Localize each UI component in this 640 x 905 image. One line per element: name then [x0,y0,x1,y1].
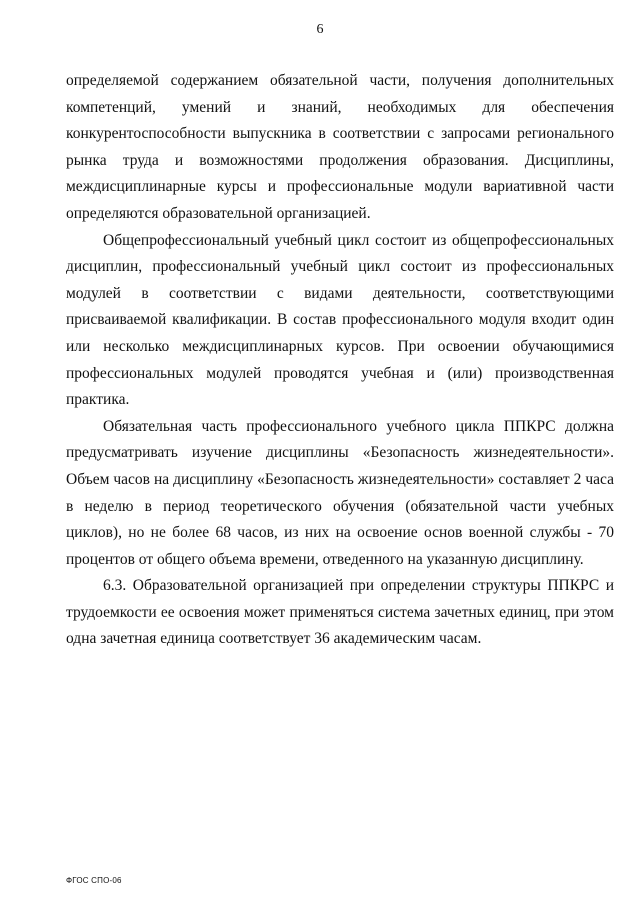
paragraph-life-safety: Обязательная часть профессионального учебного цикла ППКРС должна предусматривать изучение дисциплины «Безопасность жизнедеятельности». Объем часов на дисциплину «Безопасность жизнедеятельности» составляет 2 часа в неделю в период теоретического обучения (обязательной части учебных циклов), но не более 68 часов, из них на освоение основ военной службы - 70 процентов от общего объема времени, отведенного на указанную дисциплину. [66,417,614,568]
paragraph-section-6-3: 6.3. Образовательной организацией при определении структуры ППКРС и трудоемкости ее освоения может применяться система зачетных единиц, при этом одна зачетная единица соответствует 36 академическим часам. [66,577,614,648]
document-body [66,68,614,653]
page-number: 6 [316,22,324,37]
document-footer: ФГОС СПО-06 [66,876,122,885]
paragraph-continuation: определяемой содержанием обязательной части, получения дополнительных компетенций, умений и знаний, необходимых для обеспечения конкурентоспособности выпускника в соответствии с запросами регионального рынка труда и возможностями продолжения образования. Дисциплины, междисциплинарные курсы и профессиональные модули вариативной части определяются образовательной организацией. [66,72,614,222]
paragraph-professional-cycle: Общепрофессиональный учебный цикл состоит из общепрофессиональных дисциплин, профессиональный учебный цикл состоит из профессиональных модулей в соответствии с видами деятельности, соответствующими присваиваемой квалификации. В состав профессионального модуля входит один или несколько междисциплинарных курсов. При освоении обучающимися профессиональных модулей проводятся учебная и (или) производственная практика. [66,231,614,409]
